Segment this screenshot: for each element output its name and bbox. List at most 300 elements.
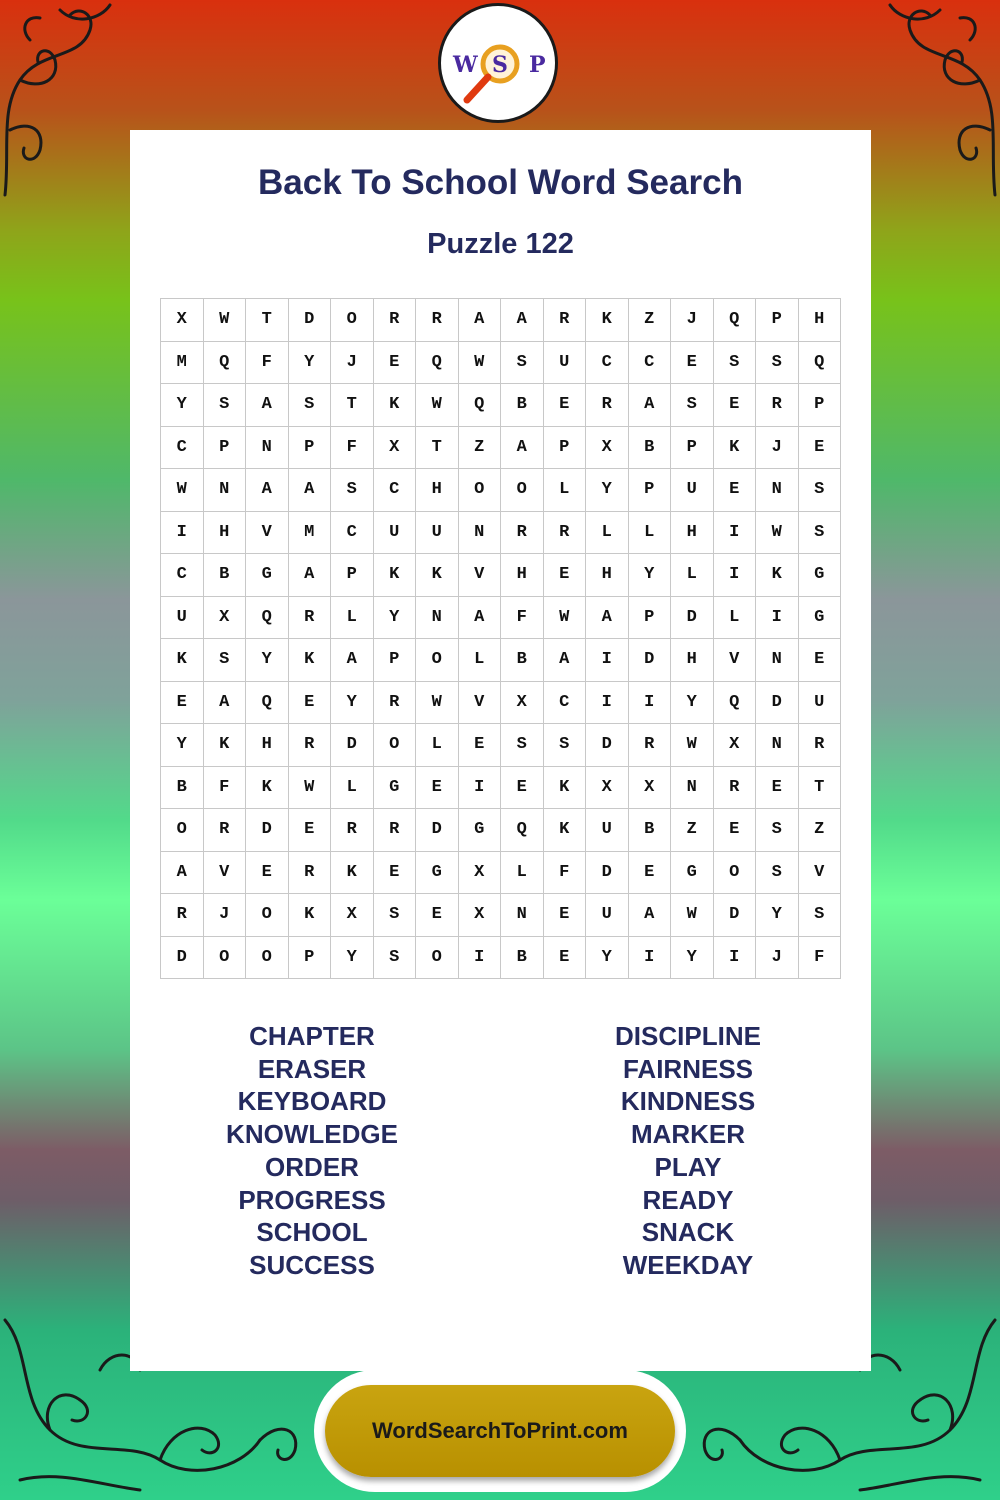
grid-cell: L (671, 554, 714, 597)
grid-cell: X (458, 851, 501, 894)
grid-cell: Z (458, 426, 501, 469)
grid-cell: Q (798, 341, 841, 384)
grid-cell: O (246, 936, 289, 979)
grid-cell: O (416, 936, 459, 979)
grid-cell: Z (628, 299, 671, 342)
grid-cell: R (331, 809, 374, 852)
grid-row (161, 596, 841, 639)
grid-cell: B (501, 936, 544, 979)
grid-cell: S (373, 936, 416, 979)
grid-cell: A (288, 469, 331, 512)
grid-row (161, 299, 841, 342)
grid-cell: A (543, 639, 586, 682)
grid-cell: I (628, 936, 671, 979)
grid-cell: W (416, 384, 459, 427)
grid-cell: T (331, 384, 374, 427)
grid-cell: L (586, 511, 629, 554)
grid-cell: R (161, 894, 204, 937)
grid-cell: K (246, 766, 289, 809)
grid-cell: K (203, 724, 246, 767)
grid-cell: I (713, 511, 756, 554)
grid-cell: S (798, 469, 841, 512)
grid-cell: D (416, 809, 459, 852)
grid-cell: R (373, 681, 416, 724)
grid-cell: H (246, 724, 289, 767)
grid-cell: E (543, 936, 586, 979)
grid-cell: B (161, 766, 204, 809)
word-item: CHAPTER (249, 1021, 375, 1051)
grid-cell: U (416, 511, 459, 554)
word-list-left (162, 1020, 462, 1282)
page-title: Back To School Word Search (258, 163, 743, 202)
grid-cell: F (203, 766, 246, 809)
word-item: FAIRNESS (622, 1053, 754, 1084)
grid-cell: W (416, 681, 459, 724)
grid-cell: K (288, 894, 331, 937)
grid-cell: U (586, 894, 629, 937)
grid-cell: E (246, 851, 289, 894)
grid-cell: S (543, 724, 586, 767)
grid-cell: O (161, 809, 204, 852)
grid-cell: O (416, 639, 459, 682)
grid-cell: V (798, 851, 841, 894)
grid-cell: Y (161, 724, 204, 767)
grid-cell: M (161, 341, 204, 384)
grid-cell: E (713, 469, 756, 512)
grid-cell: C (161, 554, 204, 597)
grid-cell: E (458, 724, 501, 767)
word-item: WEEKDAY (622, 1249, 754, 1280)
grid-cell: P (203, 426, 246, 469)
grid-cell: Y (331, 936, 374, 979)
grid-cell: L (331, 596, 374, 639)
grid-cell: L (416, 724, 459, 767)
grid-cell: C (628, 341, 671, 384)
grid-cell: H (671, 639, 714, 682)
grid-cell: W (756, 511, 799, 554)
grid-cell: E (713, 809, 756, 852)
grid-row (161, 851, 841, 894)
grid-cell: E (373, 851, 416, 894)
grid-cell: V (203, 851, 246, 894)
grid-cell: P (671, 426, 714, 469)
grid-row (161, 724, 841, 767)
grid-cell: W (161, 469, 204, 512)
grid-cell: R (756, 384, 799, 427)
grid-cell: S (671, 384, 714, 427)
grid-cell: L (501, 851, 544, 894)
grid-cell: U (373, 511, 416, 554)
grid-cell: D (671, 596, 714, 639)
grid-cell: H (586, 554, 629, 597)
grid-cell: X (501, 681, 544, 724)
grid-row (161, 554, 841, 597)
grid-cell: A (288, 554, 331, 597)
grid-cell: E (798, 639, 841, 682)
grid-cell: W (671, 894, 714, 937)
grid-cell: Q (203, 341, 246, 384)
grid-row (161, 384, 841, 427)
grid-cell: L (628, 511, 671, 554)
word-item: ERASER (257, 1053, 367, 1084)
grid-cell: R (543, 299, 586, 342)
grid-cell: S (756, 851, 799, 894)
grid-cell: R (288, 596, 331, 639)
footer-site-label: WordSearchToPrint.com (372, 1418, 628, 1443)
grid-cell: H (501, 554, 544, 597)
word-item: DISCIPLINE (615, 1021, 761, 1051)
grid-cell: A (628, 894, 671, 937)
grid-cell: R (416, 299, 459, 342)
grid-cell: Q (246, 596, 289, 639)
grid-cell: A (458, 299, 501, 342)
logo-letter-s: S (492, 52, 508, 78)
grid-cell: T (246, 299, 289, 342)
grid-cell: Y (288, 341, 331, 384)
grid-cell: G (798, 554, 841, 597)
grid-cell: I (713, 936, 756, 979)
word-list-right (538, 1020, 838, 1282)
grid-cell: B (501, 639, 544, 682)
grid-cell: R (628, 724, 671, 767)
grid-cell: U (671, 469, 714, 512)
grid-cell: S (713, 341, 756, 384)
grid-cell: O (501, 469, 544, 512)
grid-cell: W (458, 341, 501, 384)
grid-cell: L (543, 469, 586, 512)
grid-cell: N (756, 639, 799, 682)
grid-cell: R (373, 299, 416, 342)
grid-cell: P (288, 426, 331, 469)
grid-cell: E (543, 384, 586, 427)
grid-cell: C (586, 341, 629, 384)
word-item: ORDER (265, 1151, 359, 1182)
grid-cell: K (331, 851, 374, 894)
site-logo[interactable] (438, 3, 558, 123)
grid-cell: Z (798, 809, 841, 852)
grid-cell: K (756, 554, 799, 597)
grid-cell: T (798, 766, 841, 809)
grid-cell: Z (671, 809, 714, 852)
grid-cell: G (246, 554, 289, 597)
grid-cell: Y (756, 894, 799, 937)
grid-cell: Y (671, 936, 714, 979)
grid-cell: O (458, 469, 501, 512)
grid-cell: E (543, 554, 586, 597)
grid-cell: K (543, 809, 586, 852)
grid-cell: K (373, 554, 416, 597)
grid-cell: A (458, 596, 501, 639)
word-item: PROGRESS (238, 1184, 386, 1215)
grid-cell: D (586, 724, 629, 767)
grid-cell: W (543, 596, 586, 639)
grid-cell: R (288, 851, 331, 894)
grid-cell: Q (246, 681, 289, 724)
grid-cell: J (203, 894, 246, 937)
grid-cell: G (373, 766, 416, 809)
grid-cell: F (331, 426, 374, 469)
grid-cell: A (203, 681, 246, 724)
grid-cell: A (501, 299, 544, 342)
grid-cell: D (331, 724, 374, 767)
grid-cell: E (416, 766, 459, 809)
grid-row (161, 681, 841, 724)
grid-cell: I (458, 936, 501, 979)
grid-cell: D (756, 681, 799, 724)
grid-cell: N (203, 469, 246, 512)
grid-cell: D (288, 299, 331, 342)
grid-cell: X (628, 766, 671, 809)
grid-row (161, 639, 841, 682)
grid-cell: I (458, 766, 501, 809)
grid-cell: C (161, 426, 204, 469)
grid-cell: B (203, 554, 246, 597)
grid-cell: S (203, 384, 246, 427)
grid-cell: D (713, 894, 756, 937)
grid-cell: X (203, 596, 246, 639)
grid-cell: Q (713, 299, 756, 342)
grid-cell: W (288, 766, 331, 809)
grid-cell: C (373, 469, 416, 512)
grid-cell: S (798, 894, 841, 937)
grid-cell: F (501, 596, 544, 639)
grid-cell: U (586, 809, 629, 852)
grid-cell: Q (713, 681, 756, 724)
grid-cell: K (586, 299, 629, 342)
grid-cell: P (628, 469, 671, 512)
grid-cell: A (246, 469, 289, 512)
word-item: KINDNESS (620, 1086, 756, 1117)
grid-cell: U (543, 341, 586, 384)
grid-cell: S (798, 511, 841, 554)
grid-cell: H (416, 469, 459, 512)
grid-cell: I (586, 681, 629, 724)
grid-cell: W (671, 724, 714, 767)
grid-cell: R (373, 809, 416, 852)
grid-cell: O (246, 894, 289, 937)
grid-cell: F (798, 936, 841, 979)
ornament-top-right-icon (870, 0, 1000, 200)
grid-cell: F (246, 341, 289, 384)
grid-cell: G (416, 851, 459, 894)
grid-cell: P (543, 426, 586, 469)
grid-cell: A (586, 596, 629, 639)
grid-cell: U (161, 596, 204, 639)
grid-cell: S (756, 809, 799, 852)
grid-cell: D (586, 851, 629, 894)
grid-cell: M (288, 511, 331, 554)
grid-cell: C (331, 511, 374, 554)
grid-cell: Y (373, 596, 416, 639)
grid-cell: H (671, 511, 714, 554)
grid-cell: J (756, 426, 799, 469)
word-item: MARKER (630, 1119, 746, 1150)
grid-cell: E (628, 851, 671, 894)
grid-cell: K (288, 639, 331, 682)
grid-cell: R (288, 724, 331, 767)
grid-cell: E (416, 894, 459, 937)
grid-cell: S (331, 469, 374, 512)
grid-cell: N (501, 894, 544, 937)
grid-cell: O (713, 851, 756, 894)
grid-cell: J (756, 936, 799, 979)
grid-cell: F (543, 851, 586, 894)
grid-cell: I (713, 554, 756, 597)
grid-cell: P (798, 384, 841, 427)
grid-cell: O (203, 936, 246, 979)
puzzle-number: Puzzle 122 (427, 228, 574, 260)
word-item: KEYBOARD (237, 1086, 387, 1117)
grid-cell: G (671, 851, 714, 894)
grid-cell: A (331, 639, 374, 682)
grid-cell: G (458, 809, 501, 852)
grid-cell: I (161, 511, 204, 554)
grid-cell: S (756, 341, 799, 384)
grid-cell: R (501, 511, 544, 554)
word-item: SUCCESS (249, 1249, 375, 1280)
grid-cell: N (246, 426, 289, 469)
grid-cell: S (373, 894, 416, 937)
grid-cell: U (798, 681, 841, 724)
grid-cell: V (713, 639, 756, 682)
grid-cell: X (713, 724, 756, 767)
grid-cell: N (458, 511, 501, 554)
grid-cell: N (671, 766, 714, 809)
word-item: SCHOOL (256, 1217, 368, 1248)
grid-cell: A (246, 384, 289, 427)
grid-cell: V (458, 554, 501, 597)
grid-cell: I (756, 596, 799, 639)
grid-cell: X (586, 426, 629, 469)
grid-cell: V (458, 681, 501, 724)
grid-cell: Q (458, 384, 501, 427)
grid-cell: X (161, 299, 204, 342)
word-item: SNACK (641, 1217, 735, 1248)
grid-cell: E (543, 894, 586, 937)
grid-row (161, 936, 841, 979)
grid-cell: A (161, 851, 204, 894)
grid-cell: E (756, 766, 799, 809)
word-item: READY (642, 1184, 734, 1215)
grid-cell: B (501, 384, 544, 427)
grid-cell: P (373, 639, 416, 682)
grid-cell: K (543, 766, 586, 809)
grid-cell: S (501, 341, 544, 384)
grid-cell: K (161, 639, 204, 682)
grid-cell: B (628, 426, 671, 469)
grid-cell: Y (586, 936, 629, 979)
grid-cell: E (288, 809, 331, 852)
grid-cell: E (671, 341, 714, 384)
grid-cell: K (373, 384, 416, 427)
grid-cell: T (416, 426, 459, 469)
grid-cell: L (458, 639, 501, 682)
grid-cell: Y (246, 639, 289, 682)
grid-cell: C (543, 681, 586, 724)
grid-cell: S (288, 384, 331, 427)
grid-cell: R (543, 511, 586, 554)
grid-cell: X (586, 766, 629, 809)
grid-cell: X (373, 426, 416, 469)
grid-cell: O (373, 724, 416, 767)
grid-cell: N (756, 724, 799, 767)
grid-cell: X (458, 894, 501, 937)
grid-cell: X (331, 894, 374, 937)
grid-cell: A (628, 384, 671, 427)
word-item: PLAY (654, 1151, 722, 1182)
grid-cell: A (501, 426, 544, 469)
grid-cell: Y (628, 554, 671, 597)
grid-cell: E (161, 681, 204, 724)
grid-cell: J (671, 299, 714, 342)
grid-cell: E (713, 384, 756, 427)
grid-cell: Y (331, 681, 374, 724)
grid-cell: Q (501, 809, 544, 852)
grid-cell: P (288, 936, 331, 979)
grid-cell: B (628, 809, 671, 852)
grid-cell: R (586, 384, 629, 427)
grid-cell: P (756, 299, 799, 342)
grid-cell: J (331, 341, 374, 384)
footer-site-link[interactable] (325, 1385, 675, 1477)
grid-cell: K (416, 554, 459, 597)
grid-row (161, 894, 841, 937)
grid-cell: G (798, 596, 841, 639)
ornament-top-left-icon (0, 0, 130, 200)
grid-row (161, 766, 841, 809)
grid-cell: D (628, 639, 671, 682)
grid-cell: D (161, 936, 204, 979)
grid-cell: H (798, 299, 841, 342)
grid-cell: H (203, 511, 246, 554)
grid-cell: W (203, 299, 246, 342)
grid-cell: I (586, 639, 629, 682)
grid-cell: E (501, 766, 544, 809)
grid-cell: I (628, 681, 671, 724)
grid-cell: P (331, 554, 374, 597)
letter-grid (160, 298, 841, 979)
grid-cell: E (288, 681, 331, 724)
grid-row (161, 469, 841, 512)
logo-letter-p: P (529, 52, 546, 78)
grid-cell: S (501, 724, 544, 767)
grid-cell: S (203, 639, 246, 682)
grid-row (161, 511, 841, 554)
grid-cell: O (331, 299, 374, 342)
grid-row (161, 426, 841, 469)
grid-row (161, 341, 841, 384)
grid-cell: N (756, 469, 799, 512)
grid-cell: L (331, 766, 374, 809)
grid-cell: Q (416, 341, 459, 384)
grid-cell: E (798, 426, 841, 469)
word-item: KNOWLEDGE (226, 1119, 398, 1150)
grid-cell: R (798, 724, 841, 767)
grid-cell: R (203, 809, 246, 852)
grid-cell: D (246, 809, 289, 852)
logo-letter-w: W (453, 52, 478, 78)
grid-cell: P (628, 596, 671, 639)
grid-cell: Y (586, 469, 629, 512)
grid-row (161, 809, 841, 852)
grid-cell: L (713, 596, 756, 639)
grid-cell: V (246, 511, 289, 554)
grid-cell: E (373, 341, 416, 384)
grid-cell: Y (161, 384, 204, 427)
grid-cell: N (416, 596, 459, 639)
grid-cell: K (713, 426, 756, 469)
grid-cell: R (713, 766, 756, 809)
